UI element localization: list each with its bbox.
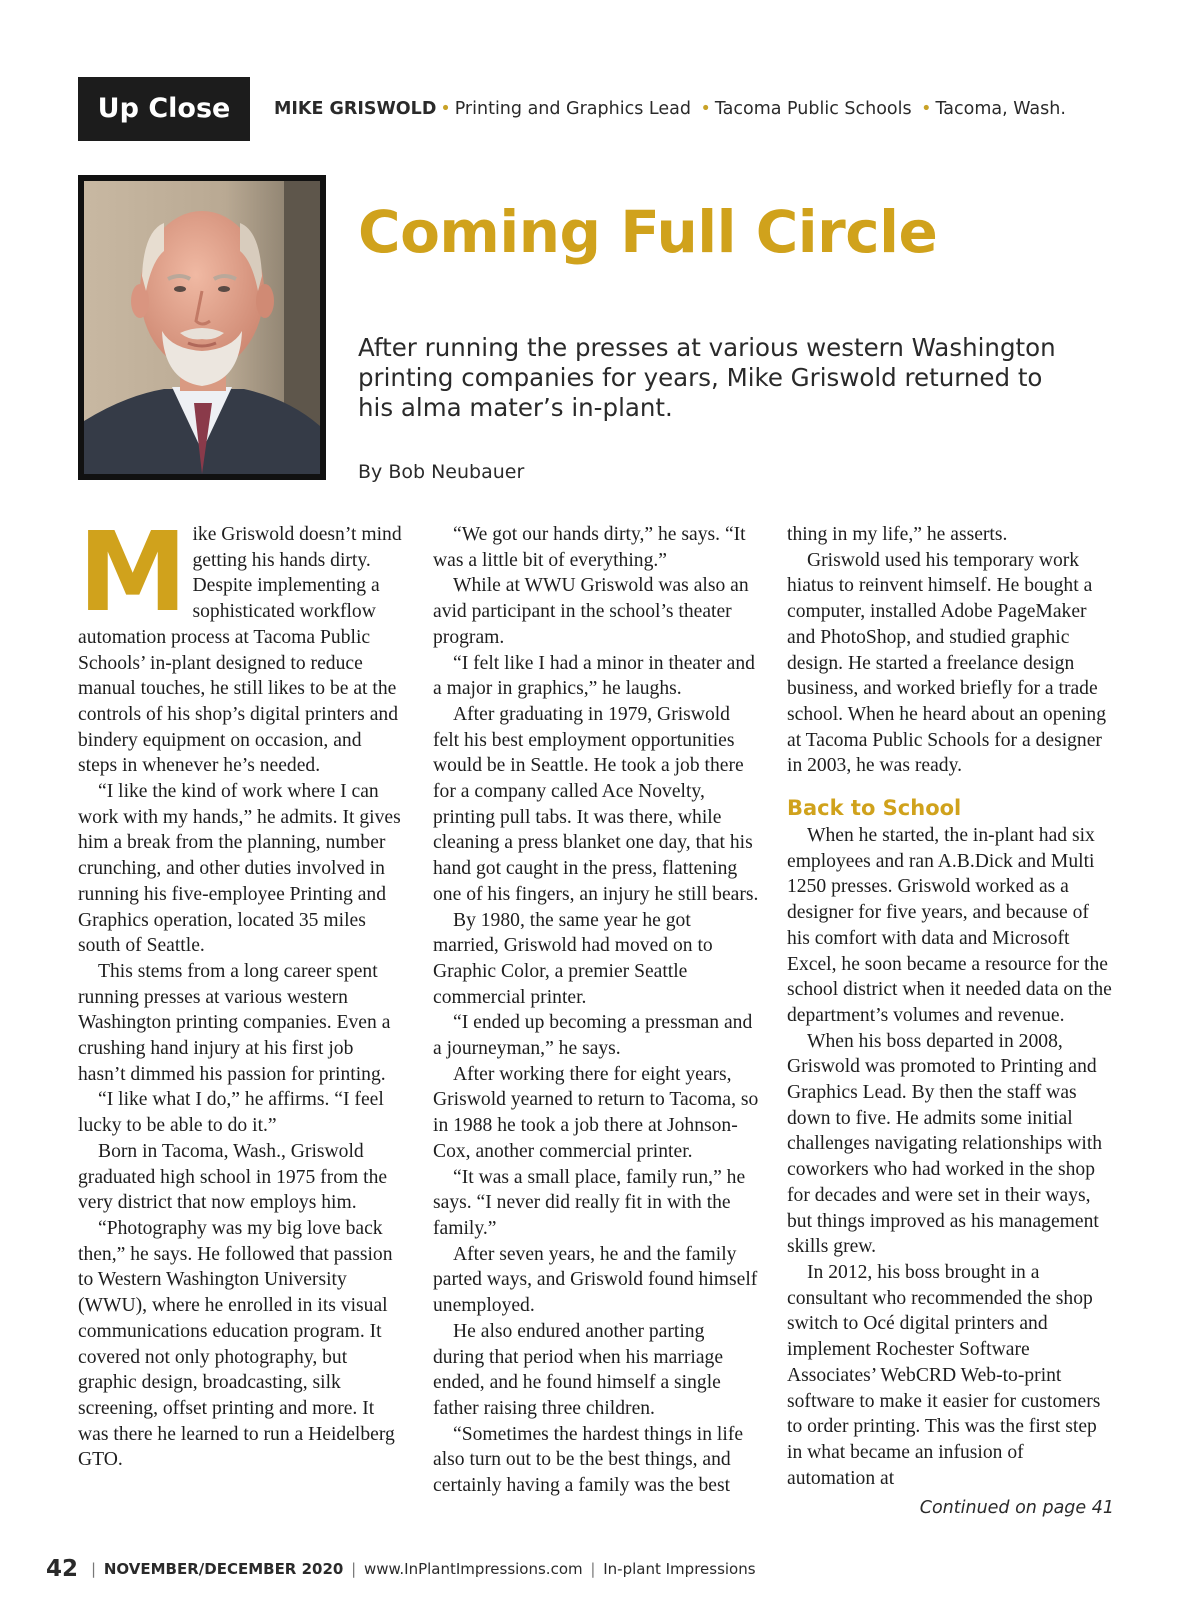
profile-line: [274, 99, 1066, 119]
body-paragraph: “Photography was my big love back then,” he says. He followed that passion to Western Washington University (WWU), where he enrolled in its visual communications education program. It covered not only photography, but graphic design, broadcasting, silk screening, offset printing and more. It was there he learned to run a Heidelberg GTO.: [78, 1217, 395, 1471]
publication-name: In-plant Impressions: [603, 1560, 756, 1578]
body-paragraph: “Sometimes the hardest things in life also turn out to be the best things, and certainly having a family was the best: [433, 1423, 744, 1497]
bullet-icon: •: [700, 99, 711, 119]
body-paragraph: “It was a small place, family run,” he says. “I never did really fit in with the family.”: [433, 1166, 746, 1239]
portrait-photo-frame: [78, 175, 326, 480]
body-paragraph: thing in my life,” he asserts.: [787, 524, 1008, 545]
body-paragraph: After seven years, he and the family parted ways, and Griswold found himself unemployed.: [433, 1243, 758, 1317]
footer-separator: |: [351, 1560, 357, 1578]
issue-date: NOVEMBER/DECEMBER 2020: [103, 1560, 344, 1578]
body-paragraph: ike Griswold doesn’t mind getting his hands dirty. Despite implementing a sophisticated workflow automation process at Tacoma Public Schools’ in-plant designed to reduce manual touches, he still likes to be at the controls of his shop’s digital printers and bindery equipment on occasion, and steps in whenever he’s needed.: [78, 524, 402, 777]
footer-separator: |: [590, 1560, 596, 1578]
body-column-3: [787, 522, 1114, 1491]
portrait-photo: [84, 181, 320, 474]
profile-organization: Tacoma Public Schools: [714, 99, 912, 119]
article-deck: After running the presses at various western Washington printing companies for years, Mike Griswold returned to his alma mater’s in-plant.: [358, 333, 1056, 422]
body-paragraph: In 2012, his boss brought in a consultant who recommended the shop switch to Océ digital printers and implement Rochester Software Associates’ WebCRD Web-to-print software to make it easier for customers to order printing. This was the first step in what became an infusion of automation at: [787, 1261, 1101, 1489]
body-paragraph: “I ended up becoming a pressman and a journeyman,” he says.: [433, 1012, 753, 1060]
article-headline: Coming Full Circle: [358, 198, 938, 266]
body-paragraph: While at WWU Griswold was also an avid participant in the school’s theater program.: [433, 575, 749, 648]
body-paragraph: By 1980, the same year he got married, Griswold had moved on to Graphic Color, a premier Seattle commercial printer.: [433, 909, 713, 1008]
body-paragraph: Griswold used his temporary work hiatus to reinvent himself. He bought a computer, installed Adobe PageMaker and PhotoShop, and studied graphic design. He started a freelance design business, and worked briefly for a trade school. When he heard about an opening at Tacoma Public Schools for a designer in 2003, he was ready.: [787, 549, 1107, 777]
bullet-icon: •: [440, 99, 451, 119]
body-paragraph: “I felt like I had a minor in theater and a major in graphics,” he laughs.: [433, 652, 755, 700]
body-paragraph: “We got our hands dirty,” he says. “It was a little bit of everything.”: [433, 524, 746, 571]
section-subhead: Back to School: [787, 796, 962, 821]
body-paragraph: After graduating in 1979, Griswold felt his best employment opportunities would be in Seattle. He took a job there for a company called Ace Novelty, printing pull tabs. It was there, while cleaning a press blanket one day, that his hand got caught in the press, flattening one of his fingers, an injury he still bears.: [433, 703, 759, 905]
body-paragraph: “I like what I do,” he affirms. “I feel lucky to be able to do it.”: [78, 1089, 384, 1137]
body-column-2: [433, 522, 760, 1499]
drop-cap: M: [78, 508, 185, 636]
bullet-icon: •: [921, 99, 932, 119]
website-link[interactable]: www.InPlantImpressions.com: [363, 1560, 583, 1578]
continued-note: Continued on page 41: [919, 1498, 1114, 1518]
body-paragraph: After working there for eight years, Griswold yearned to return to Tacoma, so in 1988 he took a job there at Johnson-Cox, another commercial printer.: [433, 1063, 759, 1162]
body-paragraph: “I like the kind of work where I can work with my hands,” he admits. It gives him a break from the planning, number crunching, and other duties involved in running his five-employee Printing and Graphics operation, located 35 miles south of Seattle.: [78, 781, 401, 957]
body-paragraph: When his boss departed in 2008, Griswold was promoted to Printing and Graphics Lead. By then the staff was down to five. He admits some initial challenges navigating relationships with coworkers who had worked in the shop for decades and were set in their ways, but things improved as his management skills grew.: [787, 1030, 1103, 1258]
body-column-1: [78, 508, 405, 1473]
body-paragraph: This stems from a long career spent running presses at various western Washington printing companies. Even a crushing hand injury at his first job hasn’t dimmed his passion for printing.: [78, 960, 391, 1085]
article-header: [78, 77, 1078, 141]
body-paragraph: Born in Tacoma, Wash., Griswold graduated high school in 1975 from the very district that now employs him.: [78, 1140, 388, 1214]
profile-title: Printing and Graphics Lead: [454, 99, 691, 119]
footer-separator: |: [91, 1560, 97, 1578]
body-paragraph: He also endured another parting during that period when his marriage ended, and he found himself a single father raising three children.: [433, 1320, 724, 1419]
page-footer: [46, 1556, 756, 1582]
profile-location: Tacoma, Wash.: [935, 99, 1066, 119]
body-paragraph: When he started, the in-plant had six employees and ran A.B.Dick and Multi 1250 presses. Griswold worked as a designer for five years, and because of his comfort with data and Microsoft Excel, he soon became a resource for the school district when it needed data on the department’s volumes and revenue.: [787, 825, 1112, 1026]
profile-name: MIKE GRISWOLD: [274, 99, 437, 119]
page-number: 42: [46, 1556, 79, 1582]
article-byline: By Bob Neubauer: [358, 461, 525, 483]
section-tag: Up Close: [78, 77, 250, 141]
